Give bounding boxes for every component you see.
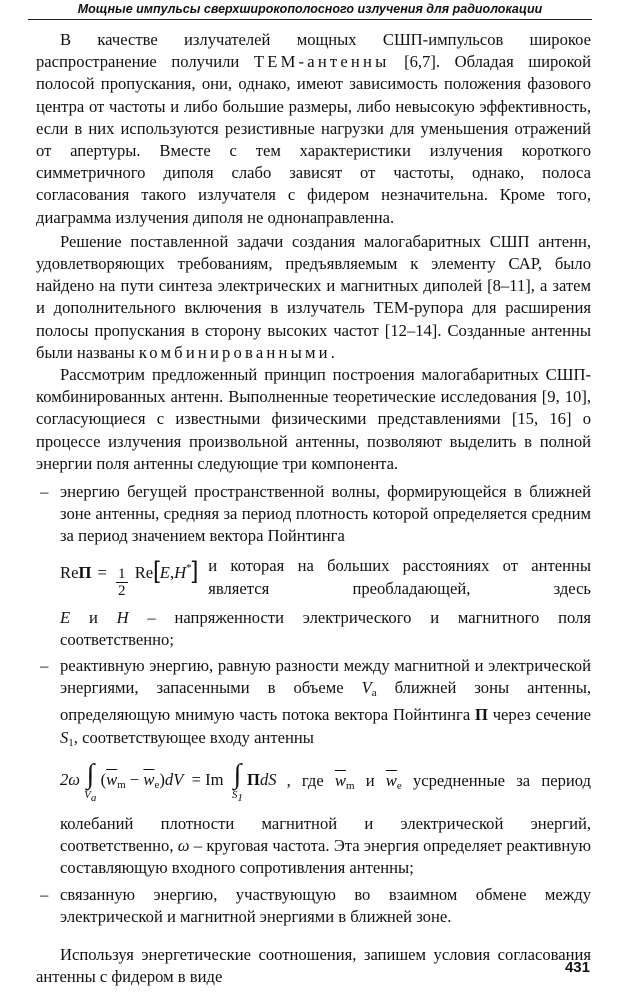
running-header: Мощные импульсы сверхширокополосного излучения для радиолокации [28, 0, 592, 20]
reactive-energy-formula-tail: , где $\overline{w}_m$ и $\overline{w}_e$ усредненные за период [286, 771, 592, 793]
list-item-bound-energy: – связанную энергию, участвующую во взаимном обмене между электрической и магнитной энергиями в ближней зоне. [40, 884, 591, 926]
paragraph-2: Решение поставленной задачи создания малогабаритных СШП антенн, удовлетворяющих требованиям, предъявляемым к элементу САР, было найдено на пути синтеза электрических и магнитных диполей [8–11], а затем и дополнительного включения в излучатель ТЕМ-рупора для расширения полосы пропускания в сторону высоких частот [12–14]. Созданные антенны были названы комбинированными. [36, 231, 591, 362]
reactive-energy-formula-line [60, 759, 592, 806]
poynting-formula-line: ReП = $\frac{1}{2}$ Re[E,H*] и которая на больших расстояниях от антенны является преобладающей, здесь [60, 556, 591, 599]
body-text [36, 29, 591, 988]
paragraph-4: Используя энергетические соотношения, запишем условия согласования антенны с фидером в виде [36, 944, 591, 987]
page-number: 431 [564, 959, 590, 976]
reactive-energy-formula: 2ω ∫ Va $(\overline{w}_m - \overline{w}_e)dV = Im$ ∫ S1 ПdS [60, 759, 277, 805]
list-item-traveling-wave: – энергию бегущей пространственной волны, формирующейся в ближней зоне антенны, средняя за период плотность которой определяется средним за период значением вектора Пойнтинга ReП = $\frac{1}{2}$ Re[E,H*] и которая на больших расстояниях от антенны является преобладающей, здесь E и H – напряженности электрического и магнитного поля соответственно; [40, 482, 591, 649]
paragraph-1: В качестве излучателей мощных СШП-импульсов широкое распространение получили ТЕМ-антенны [6,7]. Обладая широкой полосой пропускания, они, однако, имеют зависимость положения фазового центра от частоты и либо большие размеры, либо невысокую эффективность, если в них используются резистивные нагрузки для уменьшения отражений от апертуры. Вместе с тем характеристики излучения короткого симметричного диполя слабо зависят от частоты, однако, полоса согласования такого излучателя с фидером незначительна. Кроме того, диаграмма излучения диполя не однонаправленна. [36, 30, 591, 227]
paragraph-3: Рассмотрим предложенный принцип построения малогабаритных СШП-комбинированных антенн. Выполненные теоретические исследования [9, 10], согласующиеся с известными физическими представлениями [15, 16] о процессе излучения произвольной антенны, позволяют выделить в полной энергии поля антенны следующие три компонента. [36, 365, 591, 473]
poynting-formula: ReП = $\frac{1}{2}$ Re[E,H*] [60, 556, 199, 599]
list-item-reactive-energy: – реактивную энергию, равную разности между магнитной и электрической энергиями, запасенными в объеме $V_a$ ближней зоны антенны, определяющую мнимую часть потока вектора Пойнтинга П через сечение $S_1$, соответствующее входу антенны 2ω ∫ Va $(\overline{w}_m - \overline{w}_e)dV = Im$ ∫ S1 ПdS , где $\overline{w}_m$ и $\overline{w}_e$ усредненные за период колебаний плотности магнитной и электрической энергий, соответственно, ω – круговая частота. Эта энергия определяет реактивную составляющую входного сопротивления антенны; [40, 656, 592, 878]
